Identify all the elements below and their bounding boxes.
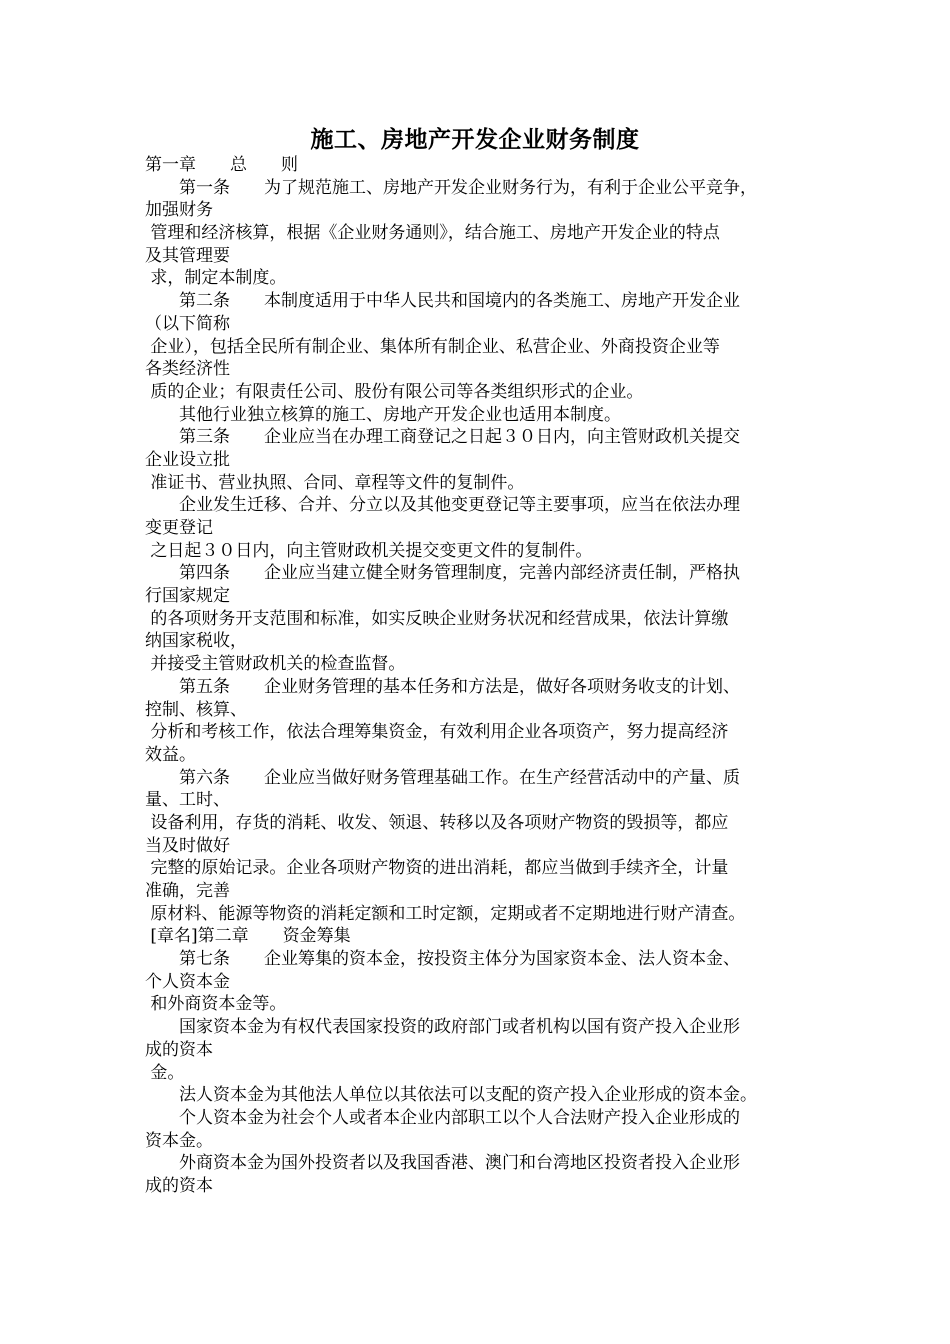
body-line: 企业设立批 bbox=[145, 449, 230, 470]
body-line: 量、工时、 bbox=[145, 790, 230, 811]
body-line: 第三条 企业应当在办理工商登记之日起３０日内，向主管财政机关提交 bbox=[145, 427, 740, 448]
body-line: 法人资本金为其他法人单位以其依法可以支配的资产投入企业形成的资本金。 bbox=[145, 1085, 757, 1106]
body-line: 第二条 本制度适用于中华人民共和国境内的各类施工、房地产开发企业 bbox=[145, 291, 740, 312]
body-line: 分析和考核工作，依法合理筹集资金，有效利用企业各项资产，努力提高经济 bbox=[145, 722, 729, 743]
body-line: 金。 bbox=[145, 1062, 185, 1083]
body-line: 第五条 企业财务管理的基本任务和方法是，做好各项财务收支的计划、 bbox=[145, 676, 740, 697]
body-line: 之日起３０日内，向主管财政机关提交变更文件的复制件。 bbox=[145, 540, 593, 561]
body-line: 资本金。 bbox=[145, 1130, 213, 1151]
body-line: 各类经济性 bbox=[145, 359, 230, 380]
body-line: 和外商资本金等。 bbox=[145, 994, 287, 1015]
body-line: 变更登记 bbox=[145, 518, 213, 538]
body-line: 企业），包括全民所有制企业、集体所有制企业、私营企业、外商投资企业等 bbox=[145, 336, 720, 357]
body-line: 质的企业；有限责任公司、股份有限公司等各类组织形式的企业。 bbox=[145, 381, 644, 402]
body-line: 加强财务 bbox=[145, 200, 213, 221]
body-line: 当及时做好 bbox=[145, 835, 230, 856]
body-line: 个人资本金为社会个人或者本企业内部职工以个人合法财产投入企业形成的 bbox=[145, 1107, 740, 1128]
body-line: 准证书、营业执照、合同、章程等文件的复制件。 bbox=[145, 472, 525, 493]
body-line: 原材料、能源等物资的消耗定额和工时定额，定期或者不定期地进行财产清查。 bbox=[145, 903, 746, 924]
body-line: 求，制定本制度。 bbox=[145, 268, 287, 289]
body-line: 控制、核算、 bbox=[145, 699, 247, 720]
body-line: 第一条 为了规范施工、房地产开发企业财务行为，有利于企业公平竞争， bbox=[145, 177, 757, 198]
body-line: 成的资本 bbox=[145, 1175, 213, 1196]
body-line: 国家资本金为有权代表国家投资的政府部门或者机构以国有资产投入企业形 bbox=[145, 1017, 740, 1038]
body-line: 第六条 企业应当做好财务管理基础工作。在生产经营活动中的产量、质 bbox=[145, 767, 740, 788]
body-line: 行国家规定 bbox=[145, 586, 230, 607]
document-title: 施工、房地产开发企业财务制度 bbox=[310, 126, 640, 153]
body-line: 效益。 bbox=[145, 744, 196, 765]
body-line: 第四条 企业应当建立健全财务管理制度，完善内部经济责任制，严格执 bbox=[145, 563, 740, 584]
body-line: 纳国家税收， bbox=[145, 631, 247, 652]
body-line: 的各项财务开支范围和标准，如实反映企业财务状况和经营成果，依法计算缴 bbox=[145, 608, 729, 629]
body-line: [章名]第二章 资金筹集 bbox=[145, 926, 351, 947]
body-line: 第七条 企业筹集的资本金，按投资主体分为国家资本金、法人资本金、 bbox=[145, 949, 740, 970]
body-line: 准确，完善 bbox=[145, 881, 230, 901]
body-line: 管理和经济核算，根据《企业财务通则》，结合施工、房地产开发企业的特点 bbox=[145, 223, 720, 244]
body-line: 其他行业独立核算的施工、房地产开发企业也适用本制度。 bbox=[145, 404, 621, 425]
document-body bbox=[145, 154, 835, 1198]
body-line: 个人资本金 bbox=[145, 971, 230, 992]
body-line: 企业发生迁移、合并、分立以及其他变更登记等主要事项，应当在依法办理 bbox=[145, 495, 740, 516]
body-line: （以下简称 bbox=[145, 313, 230, 334]
body-line: 外商资本金为国外投资者以及我国香港、澳门和台湾地区投资者投入企业形 bbox=[145, 1153, 740, 1174]
body-line: 第一章 总 则 bbox=[145, 155, 298, 175]
body-line: 并接受主管财政机关的检查监督。 bbox=[145, 654, 406, 675]
body-line: 设备利用，存货的消耗、收发、领退、转移以及各项财产物资的毁损等，都应 bbox=[145, 812, 729, 833]
body-line: 完整的原始记录。企业各项财产物资的进出消耗，都应当做到手续齐全，计量 bbox=[145, 858, 729, 879]
body-line: 及其管理要 bbox=[145, 245, 230, 266]
body-line: 成的资本 bbox=[145, 1039, 213, 1060]
